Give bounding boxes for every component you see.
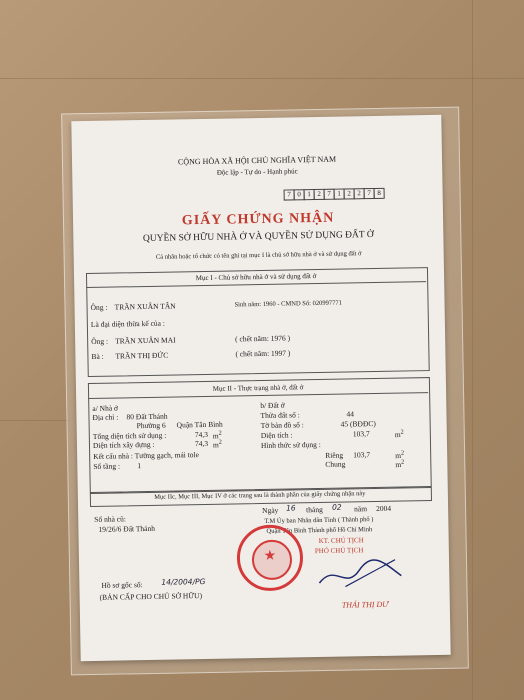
owner-label: Ông :	[90, 302, 108, 312]
total-area-label: Tổng diện tích sử dụng :	[92, 430, 167, 441]
rep-label: Là đại diện thừa kế của :	[90, 318, 165, 329]
address: 80 Đất Thánh	[126, 411, 168, 422]
certificate-title: GIẤY CHỨNG NHẬN	[181, 210, 335, 229]
private-area: 103,7	[353, 450, 371, 460]
year-label: năm	[354, 504, 368, 514]
certificate-document	[71, 115, 450, 661]
unit: $m^2$	[395, 458, 405, 470]
map-label: Tờ bản đồ số :	[260, 420, 304, 431]
unit: $m^2$	[212, 429, 222, 441]
signer-title-2: PHÓ CHỦ TỊCH	[314, 546, 364, 556]
serial-digit: 0	[294, 189, 305, 200]
date-day: 16	[286, 503, 296, 513]
build-area: 74,3	[194, 438, 209, 449]
signature	[315, 556, 406, 594]
land-label: b/ Đất ở	[260, 400, 285, 411]
serial-digit: 2	[354, 188, 365, 199]
heir2-note: ( chết năm: 1997 )	[235, 348, 291, 359]
file-number: 14/2004/PG	[161, 577, 206, 587]
copy-note: (BẢN CẤP CHO CHỦ SỞ HỮU)	[99, 591, 203, 602]
date-year: 2004	[376, 503, 392, 514]
total-area: 74,3	[194, 429, 209, 440]
owner-name: TRẦN XUÂN TÂN	[114, 301, 176, 312]
unit: $m^2$	[395, 449, 405, 461]
serial-digit: 7	[364, 188, 375, 199]
serial-digit: 1	[334, 189, 345, 200]
serial-number	[285, 188, 385, 201]
official-seal: ★	[236, 524, 303, 591]
plot-label: Thửa đất số :	[260, 410, 300, 421]
signer-name: THÁI THỊ DƯ	[341, 599, 389, 610]
heir2-label: Bà :	[91, 351, 104, 361]
area-label: Diện tích :	[260, 430, 293, 441]
shared-label: Chung	[325, 459, 346, 469]
date-month: 02	[332, 502, 342, 512]
serial-digit: 7	[284, 189, 295, 200]
authority-line-1: T.M Ủy ban Nhân dân Tỉnh ( Thành phố )	[264, 516, 374, 525]
plot: 44	[346, 409, 355, 419]
district: Quận Tân Bình	[176, 419, 223, 430]
certificate-subtitle: QUYỀN SỞ HỮU NHÀ Ở VÀ QUYỀN SỬ DỤNG ĐẤT Ở	[142, 230, 374, 245]
signer-title-1: KT. CHỦ TỊCH	[318, 536, 364, 546]
date-label: Ngày	[262, 505, 279, 515]
serial-digit: 7	[324, 189, 335, 200]
old-no-label: Số nhà cũ:	[94, 514, 127, 524]
floors-label: Số tầng :	[93, 461, 121, 471]
owner-info: Sinh năm: 1960 - CMND Số: 020997771	[234, 299, 342, 309]
structure-label: Kết cấu nhà : Tường gạch, mái tole	[93, 450, 200, 461]
ward: Phường 6	[136, 420, 166, 431]
use-form-label: Hình thức sử dụng :	[260, 439, 321, 451]
country-heading: CỘNG HÒA XÃ HỘI CHỦ NGHĨA VIỆT NAM	[177, 154, 337, 167]
certificate-note: Cá nhân hoặc tổ chức có tên ghi tại mục I là chủ sở hữu nhà ở và sử dụng đất ở	[155, 250, 362, 261]
address-label: Địa chỉ :	[92, 412, 119, 422]
serial-digit: 2	[344, 188, 355, 199]
heir2-name: TRẦN THỊ ĐỨC	[115, 350, 169, 361]
private-label: Riêng	[325, 450, 344, 460]
heir1-label: Ông :	[91, 336, 109, 346]
old-no: 19/26/6 Đất Thánh	[98, 523, 156, 534]
motto: Độc lập - Tự do - Hạnh phúc	[216, 167, 298, 177]
section-1-header: Mục I - Chủ sở hữu nhà ở và sử dụng đất ở	[195, 272, 317, 283]
map: 45 (BĐĐC)	[340, 419, 376, 429]
heir1-name: TRẦN XUÂN MAI	[115, 335, 176, 346]
section-3-note: Mục IIc, Mục III, Mục IV ở các trang sau là thành phần của giấy chứng nhận này	[154, 490, 366, 501]
file-label: Hồ sơ gốc số:	[101, 580, 143, 590]
unit: $m^2$	[212, 438, 222, 450]
unit: $m^2$	[394, 428, 404, 440]
section-2-header: Mục II - Thực trạng nhà ở, đất ở	[212, 383, 304, 393]
area: 103,7	[352, 429, 370, 439]
house-label: a/ Nhà ở	[92, 403, 119, 413]
build-area-label: Diện tích xây dựng :	[92, 439, 155, 450]
floors: 1	[137, 461, 142, 471]
heir1-note: ( chết năm: 1976 )	[235, 333, 291, 344]
authority-line-2: Quận Tân Bình Thành phố Hồ Chí Minh	[266, 526, 373, 535]
serial-digit: 2	[314, 189, 325, 200]
serial-digit: 8	[374, 188, 385, 199]
serial-digit: 1	[304, 189, 315, 200]
month-label: tháng	[306, 504, 323, 515]
